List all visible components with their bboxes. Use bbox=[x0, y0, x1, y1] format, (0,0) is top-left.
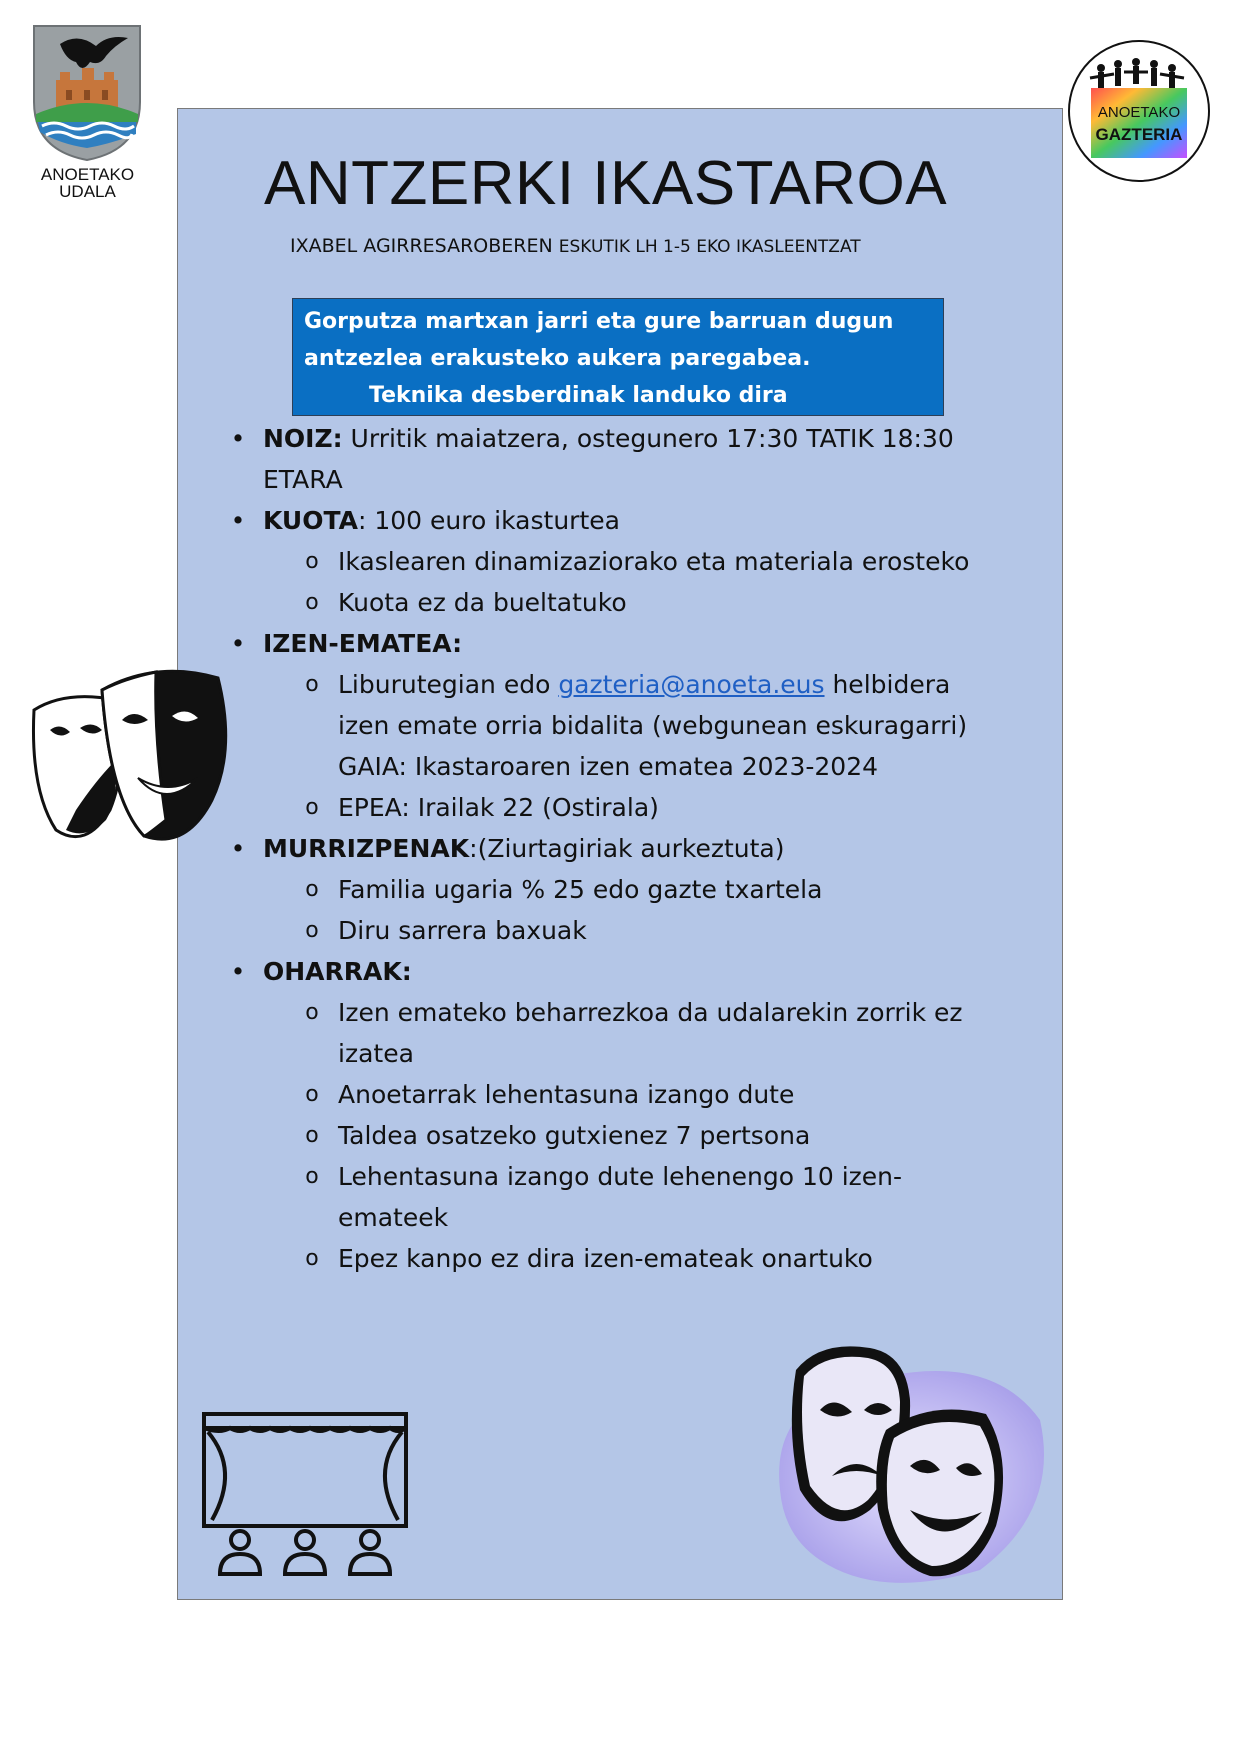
logo-right-line2: GAZTERIA bbox=[1095, 125, 1183, 144]
logo-left-line2: UDALA bbox=[59, 182, 116, 201]
noiz-label: NOIZ: bbox=[263, 424, 343, 453]
intro-line-3: Teknika desberdinak landuko dira bbox=[369, 383, 788, 408]
circle-bullet-icon: o bbox=[305, 877, 319, 902]
noiz-continuation: ETARA bbox=[263, 465, 343, 494]
subtitle-teacher: IXABEL AGIRRESAROBEREN bbox=[290, 235, 553, 257]
email-link[interactable]: gazteria@anoeta.eus bbox=[558, 670, 825, 699]
oharrak-sub-3: Taldea osatzeko gutxienez 7 pertsona bbox=[338, 1121, 811, 1150]
list-subitem bbox=[220, 664, 1040, 705]
oharrak-sub-5: Epez kanpo ez dira izen-emateak onartuko bbox=[338, 1244, 873, 1273]
oharrak-label: OHARRAK: bbox=[263, 957, 412, 986]
izen-sub-1-pre: Liburutegian edo bbox=[338, 670, 559, 699]
oharrak-sub-4-cont: emateek bbox=[338, 1203, 449, 1232]
circle-bullet-icon: o bbox=[305, 1246, 319, 1271]
anoetako-gazteria-logo bbox=[1066, 38, 1212, 184]
kuota-sub-2: Kuota ez da bueltatuko bbox=[338, 588, 627, 617]
izen-sub-1-cont-1: izen emate orria bidalita (webgunean eskuragarri) bbox=[338, 711, 968, 740]
circle-bullet-icon: o bbox=[305, 795, 319, 820]
oharrak-sub-2: Anoetarrak lehentasuna izango dute bbox=[338, 1080, 795, 1109]
anoetako-udala-logo bbox=[30, 22, 145, 200]
list-item-kuota bbox=[220, 500, 1040, 541]
bullet-icon: • bbox=[230, 506, 246, 535]
list-subitem bbox=[220, 582, 1040, 623]
gazteria-badge-icon bbox=[1066, 38, 1212, 184]
intro-line-2: antzezlea erakusteko aukera paregabea. bbox=[304, 346, 811, 371]
izen-sub-1-cont-2: GAIA: Ikastaroaren izen ematea 2023-2024 bbox=[338, 752, 879, 781]
list-item-oharrak bbox=[220, 951, 1040, 992]
list-item-murrizpenak bbox=[220, 828, 1040, 869]
theater-masks-icon bbox=[26, 660, 236, 850]
circle-bullet-icon: o bbox=[305, 1082, 319, 1107]
info-list bbox=[220, 418, 1040, 1279]
intro-box bbox=[292, 298, 944, 416]
kuota-text: : 100 euro ikasturtea bbox=[357, 506, 620, 535]
circle-bullet-icon: o bbox=[305, 549, 319, 574]
bullet-icon: • bbox=[230, 957, 246, 986]
list-subitem bbox=[220, 787, 1040, 828]
logo-left-line1: ANOETAKO bbox=[40, 165, 135, 184]
murriz-sub-1: Familia ugaria % 25 edo gazte txartela bbox=[338, 875, 823, 904]
kuota-sub-1: Ikaslearen dinamizaziorako eta materiala erosteko bbox=[338, 547, 970, 576]
bullet-icon: • bbox=[230, 629, 246, 658]
list-subitem bbox=[220, 869, 1040, 910]
logo-right-line1: ANOETAKO bbox=[1097, 104, 1181, 121]
comedy-tragedy-masks-icon bbox=[760, 1340, 1050, 1590]
izen-label: IZEN-EMATEA: bbox=[263, 629, 463, 658]
circle-bullet-icon: o bbox=[305, 1164, 319, 1189]
bullet-icon: • bbox=[230, 424, 246, 453]
bullet-icon: • bbox=[230, 834, 246, 863]
murriz-sub-2: Diru sarrera baxuak bbox=[338, 916, 587, 945]
list-subitem bbox=[220, 1115, 1040, 1156]
list-subitem bbox=[220, 1238, 1040, 1279]
circle-bullet-icon: o bbox=[305, 918, 319, 943]
page-title: ANTZERKI IKASTAROA bbox=[264, 149, 948, 218]
murriz-text: :(Ziurtagiriak aurkeztuta) bbox=[469, 834, 785, 863]
izen-sub-1-post: helbidera bbox=[824, 670, 951, 699]
circle-bullet-icon: o bbox=[305, 590, 319, 615]
oharrak-sub-1: Izen emateko beharrezkoa da udalarekin zorrik ez bbox=[338, 998, 963, 1027]
list-subitem bbox=[220, 910, 1040, 951]
page-subtitle bbox=[290, 235, 861, 257]
circle-bullet-icon: o bbox=[305, 1123, 319, 1148]
list-item-noiz bbox=[220, 418, 1040, 459]
intro-line-1: Gorputza martxan jarri eta gure barruan dugun bbox=[304, 309, 894, 334]
oharrak-sub-4: Lehentasuna izango dute lehenengo 10 izen- bbox=[338, 1162, 903, 1191]
subtitle-audience: ESKUTIK LH 1-5 EKO IKASLEENTZAT bbox=[558, 237, 861, 257]
noiz-text: Urritik maiatzera, ostegunero 17:30 TATIK 18:30 bbox=[342, 424, 954, 453]
list-subitem bbox=[220, 541, 1040, 582]
coat-of-arms-icon bbox=[30, 22, 145, 162]
list-subitem bbox=[220, 1074, 1040, 1115]
list-item-izen-ematea bbox=[220, 623, 1040, 664]
list-subitem bbox=[220, 992, 1040, 1033]
oharrak-sub-1-cont: izatea bbox=[338, 1039, 414, 1068]
kuota-label: KUOTA bbox=[263, 506, 358, 535]
murriz-label: MURRIZPENAK bbox=[263, 834, 470, 863]
circle-bullet-icon: o bbox=[305, 1000, 319, 1025]
circle-bullet-icon: o bbox=[305, 672, 319, 697]
theater-stage-icon bbox=[200, 1410, 410, 1580]
list-subitem bbox=[220, 1156, 1040, 1197]
izen-sub-2: EPEA: Irailak 22 (Ostirala) bbox=[338, 793, 659, 822]
